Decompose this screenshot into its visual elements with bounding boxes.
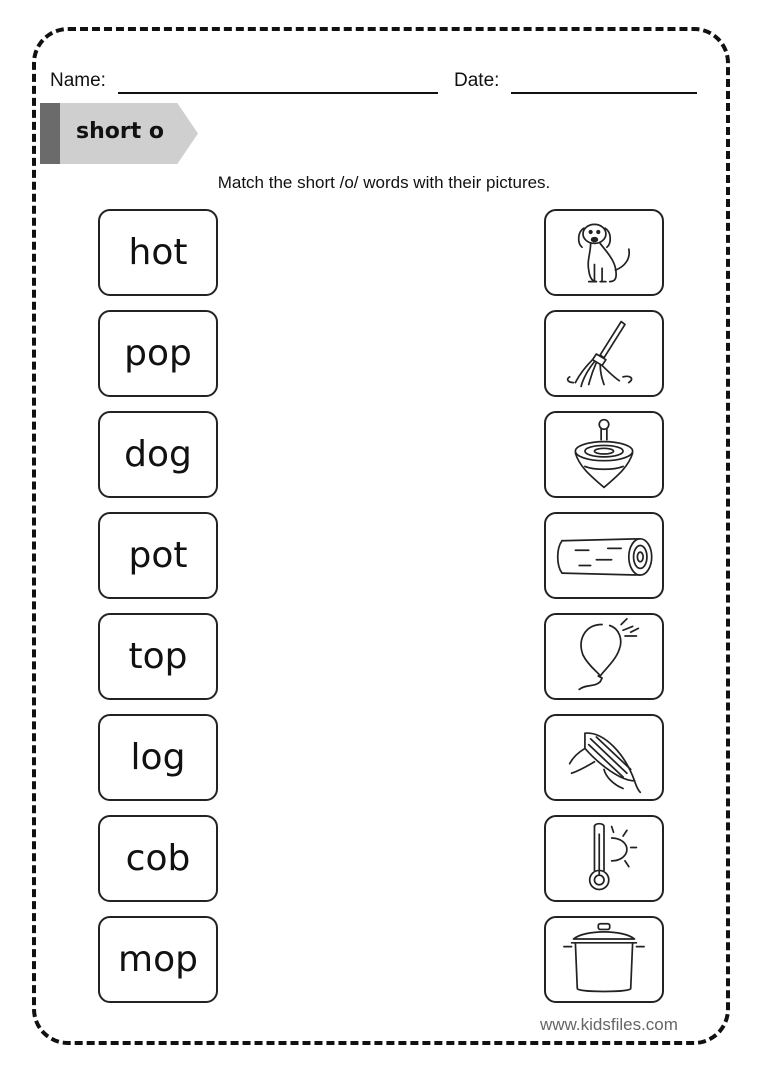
popped-balloon-icon — [546, 615, 662, 698]
word-box[interactable]: top — [98, 613, 218, 700]
dog-icon — [546, 211, 662, 294]
tag-label: short o — [76, 119, 165, 144]
name-label: Name: — [50, 70, 106, 91]
word-box[interactable]: pop — [98, 310, 218, 397]
date-label: Date: — [454, 70, 500, 91]
word-box[interactable]: mop — [98, 916, 218, 1003]
corn-cob-icon — [546, 716, 662, 799]
log-icon — [546, 514, 662, 597]
picture-box-corn-cob[interactable] — [544, 714, 664, 801]
picture-box-log[interactable] — [544, 512, 664, 599]
word-box[interactable]: pot — [98, 512, 218, 599]
instruction-text: Match the short /o/ words with their pictures. — [217, 173, 551, 192]
hot-thermometer-icon — [546, 817, 662, 900]
date-write-line[interactable] — [511, 92, 697, 94]
picture-box-cooking-pot[interactable] — [544, 916, 664, 1003]
picture-box-spinning-top[interactable] — [544, 411, 664, 498]
mop-icon — [546, 312, 662, 395]
picture-box-dog[interactable] — [544, 209, 664, 296]
spinning-top-icon — [546, 413, 662, 496]
picture-box-popped-balloon[interactable] — [544, 613, 664, 700]
tag-accent-bar — [40, 103, 60, 164]
website-footer: www.kidsfiles.com — [540, 1015, 678, 1034]
topic-tag — [40, 103, 198, 164]
word-box[interactable]: hot — [98, 209, 218, 296]
word-box[interactable]: dog — [98, 411, 218, 498]
word-box[interactable]: log — [98, 714, 218, 801]
picture-box-hot-thermometer[interactable] — [544, 815, 664, 902]
picture-box-mop[interactable] — [544, 310, 664, 397]
cooking-pot-icon — [546, 918, 662, 1001]
name-write-line[interactable] — [118, 92, 438, 94]
word-box[interactable]: cob — [98, 815, 218, 902]
